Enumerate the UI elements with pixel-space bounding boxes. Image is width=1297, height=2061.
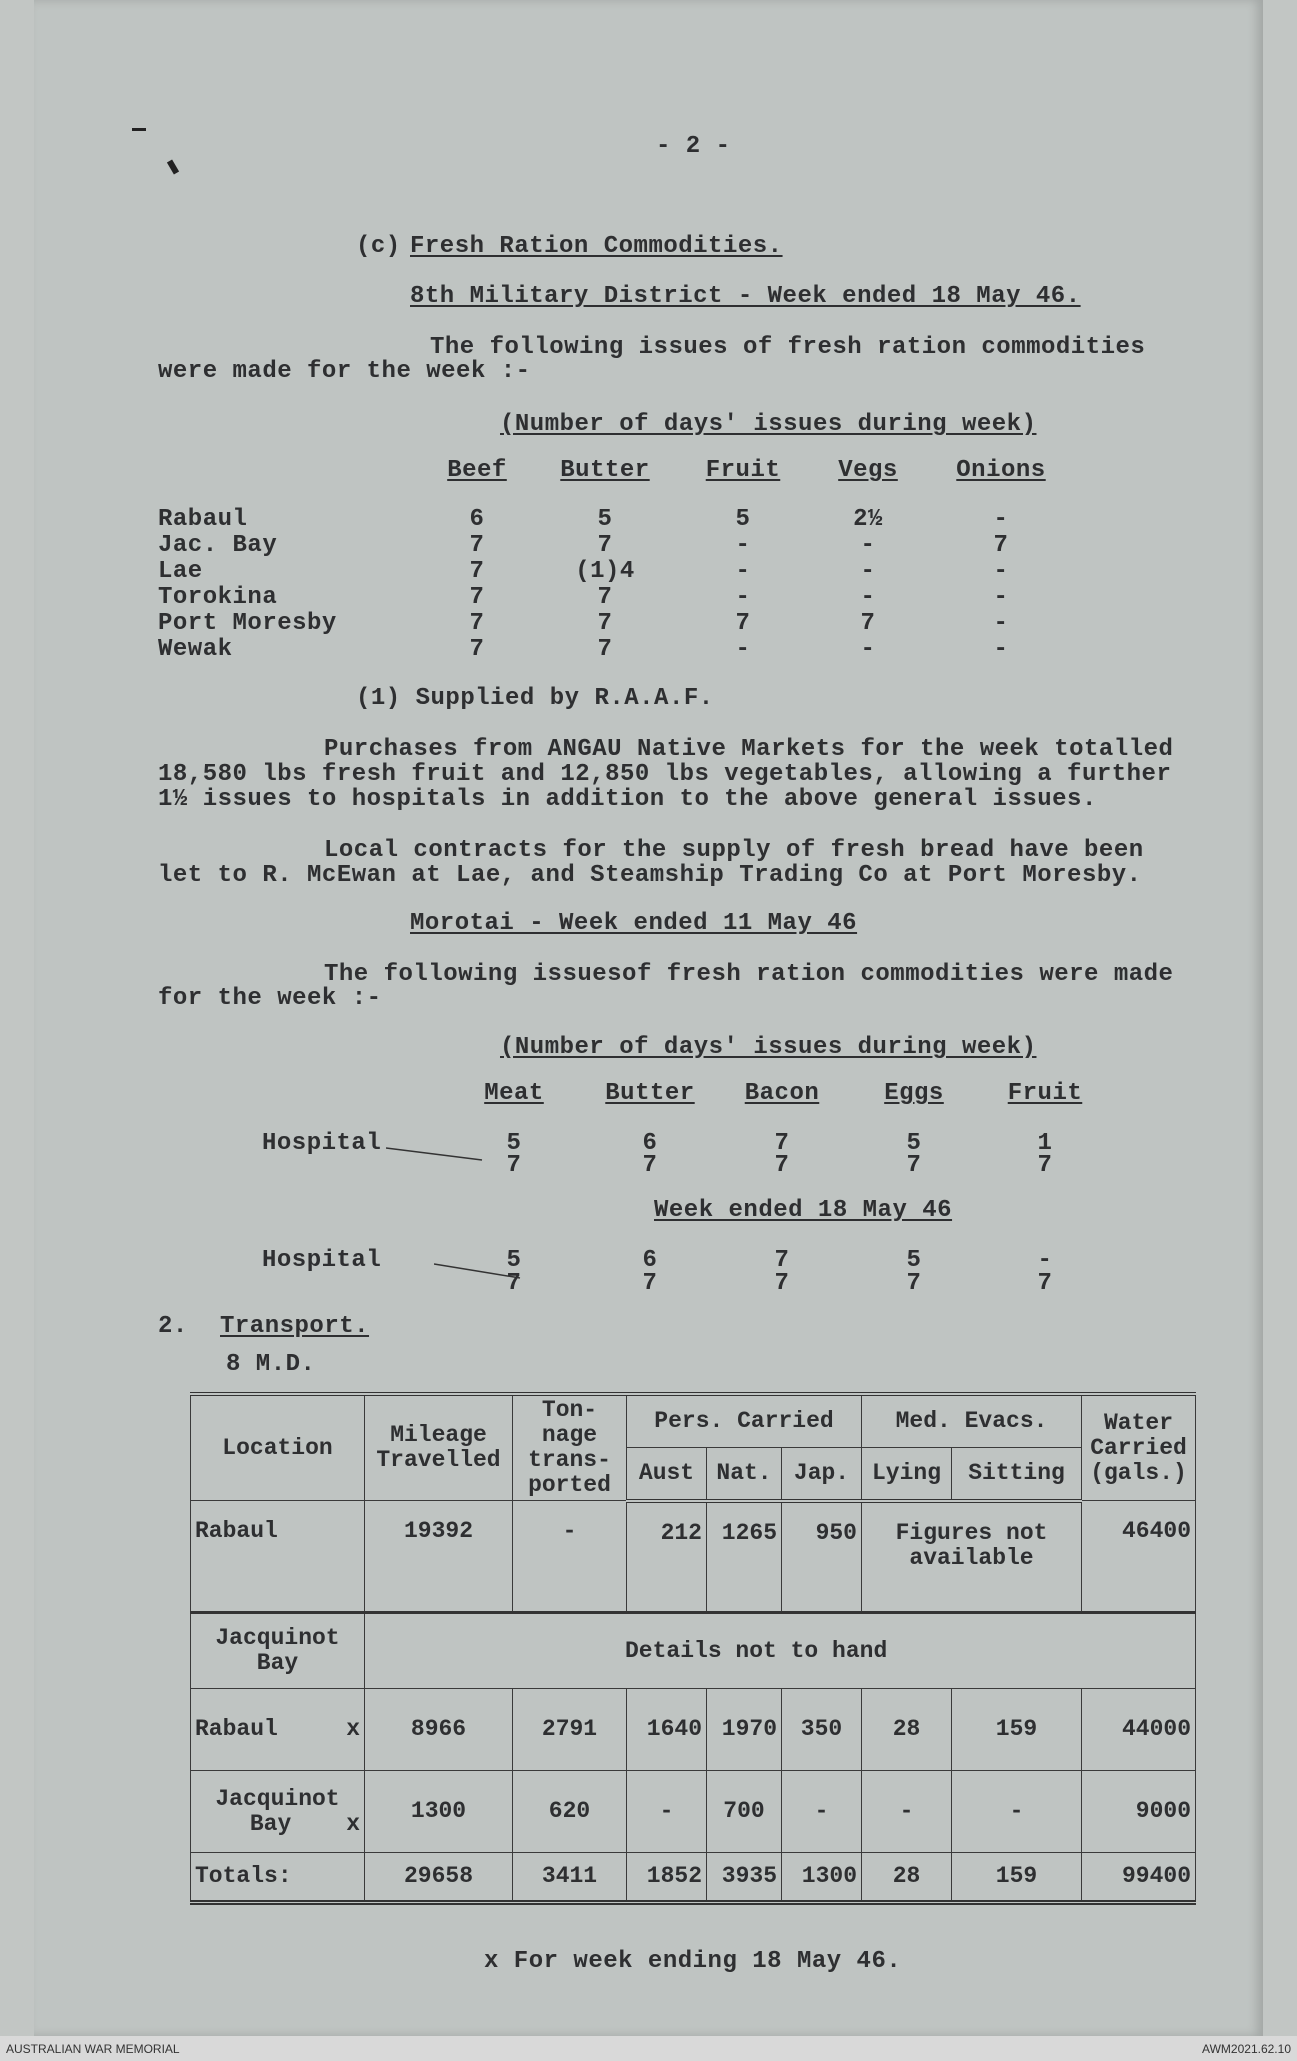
section-heading: Transport.	[220, 1313, 370, 1340]
table-cell: -	[993, 558, 1009, 585]
table-cell: 5	[906, 1247, 922, 1274]
table-cell: 5	[735, 506, 751, 533]
cell-location: Totals:	[191, 1853, 365, 1903]
paragraph-line: let to R. McEwan at Lae, and Steamship Trading Co at Port Moresby.	[158, 862, 1142, 889]
cell-sitting: -	[952, 1771, 1082, 1853]
table-row	[191, 1689, 1196, 1771]
cell-mileage: 8966	[365, 1689, 513, 1771]
table-cell: -	[735, 584, 751, 611]
location-label: Rabaul	[195, 1716, 278, 1742]
row-label: Port Moresby	[158, 610, 337, 637]
paragraph-line: 18,580 lbs fresh fruit and 12,850 lbs vegetables, allowing a further	[158, 761, 1172, 788]
table-cell: 7	[469, 584, 485, 611]
intro-text: The following issues of fresh ration commodities	[430, 334, 1146, 361]
table-cell: -	[1037, 1247, 1053, 1274]
cell-water: 9000	[1082, 1771, 1196, 1853]
table-cell: 7	[906, 1270, 922, 1297]
header-sitting: Sitting	[952, 1447, 1082, 1500]
table-cell: -	[993, 506, 1009, 533]
table-row	[191, 1771, 1196, 1853]
table-cell: 7	[860, 610, 876, 637]
table-cell: 6	[642, 1130, 658, 1157]
district-heading: 8th Military District - Week ended 18 May 46.	[410, 283, 1081, 310]
table-footnote: x For week ending 18 May 46.	[484, 1948, 902, 1975]
table-cell: 7	[774, 1247, 790, 1274]
archive-footer	[0, 2036, 1297, 2061]
table-cell: 7	[597, 532, 613, 559]
row-label: Torokina	[158, 584, 278, 611]
column-header: Beef	[447, 457, 507, 484]
cell-mileage: 29658	[365, 1853, 513, 1903]
header-location: Location	[191, 1394, 365, 1501]
header-water: Water Carried (gals.)	[1082, 1394, 1196, 1501]
table-cell: 7	[469, 558, 485, 585]
cell-nat: 3935	[707, 1853, 782, 1903]
section-number: 2.	[158, 1313, 188, 1340]
table-header-row	[191, 1394, 1196, 1447]
footnote-mark: x	[346, 1810, 360, 1837]
archive-name: AUSTRALIAN WAR MEMORIAL	[6, 2042, 180, 2056]
cell-location: Rabaul	[191, 1501, 365, 1613]
table-cell: 7	[597, 610, 613, 637]
cell-mileage: 1300	[365, 1771, 513, 1853]
table-cell: 5	[506, 1247, 522, 1274]
page-number: - 2 -	[656, 133, 731, 160]
cell-sitting: 159	[952, 1689, 1082, 1771]
table-cell: 5	[597, 506, 613, 533]
cell-nat: 700	[707, 1771, 782, 1853]
table-row	[191, 1613, 1196, 1689]
row-label: Lae	[158, 558, 203, 585]
table-cell: 7	[642, 1270, 658, 1297]
table-cell: 7	[1037, 1152, 1053, 1179]
edge-mark	[132, 128, 146, 131]
table-cell: 7	[774, 1270, 790, 1297]
cell-jap: -	[782, 1771, 862, 1853]
cell-mileage: 19392	[365, 1501, 513, 1613]
totals-row	[191, 1853, 1196, 1903]
table-cell: 5	[506, 1130, 522, 1157]
table-cell: -	[735, 558, 751, 585]
row-label: Wewak	[158, 636, 233, 663]
paragraph-line: Local contracts for the supply of fresh bread have been	[324, 837, 1144, 864]
table-cell: 7	[469, 636, 485, 663]
table-cell: 7	[506, 1270, 522, 1297]
table-cell: 7	[774, 1130, 790, 1157]
issues-subheading: (Number of days' issues during week)	[500, 411, 1037, 438]
week-heading: Week ended 18 May 46	[654, 1197, 953, 1224]
table-cell: -	[735, 532, 751, 559]
cell-location	[191, 1771, 365, 1853]
cell-tonnage: 2791	[513, 1689, 627, 1771]
cell-sitting: 159	[952, 1853, 1082, 1903]
column-header: Butter	[605, 1080, 695, 1107]
table-cell: 7	[906, 1152, 922, 1179]
table-cell: -	[860, 532, 876, 559]
table-cell: -	[735, 636, 751, 663]
archive-reference: AWM2021.62.10	[1202, 2042, 1291, 2056]
cell-tonnage: 620	[513, 1771, 627, 1853]
table-cell: 7	[642, 1152, 658, 1179]
morotai-heading: Morotai - Week ended 11 May 46	[410, 910, 858, 937]
document-page	[34, 0, 1263, 2036]
cell-jap: 950	[782, 1501, 862, 1613]
cell-aust: 1852	[627, 1853, 707, 1903]
cell-lying: 28	[862, 1689, 952, 1771]
table-cell: -	[993, 636, 1009, 663]
cell-jap: 1300	[782, 1853, 862, 1903]
table-cell: -	[993, 610, 1009, 637]
table-cell: -	[860, 558, 876, 585]
cell-aust: 212	[627, 1501, 707, 1613]
column-header: Fruit	[705, 457, 781, 484]
column-header: Meat	[484, 1080, 544, 1107]
row-label: Jac. Bay	[158, 532, 278, 559]
cell-med-note: Figures not available	[862, 1501, 1082, 1613]
paragraph-line: Purchases from ANGAU Native Markets for the week totalled	[324, 736, 1174, 763]
table-cell: 7	[597, 636, 613, 663]
paragraph-line: 1½ issues to hospitals in addition to the above general issues.	[158, 786, 1097, 813]
section-heading: Fresh Ration Commodities.	[410, 233, 783, 260]
transport-table	[190, 1392, 1196, 1905]
header-jap: Jap.	[782, 1447, 862, 1500]
column-header: Onions	[956, 457, 1046, 484]
table-cell: 7	[597, 584, 613, 611]
column-header: Bacon	[744, 1080, 820, 1107]
header-aust: Aust	[627, 1447, 707, 1500]
cell-tonnage: -	[513, 1501, 627, 1613]
paragraph-line: for the week :-	[158, 985, 382, 1012]
column-header: Butter	[560, 457, 650, 484]
column-header: Vegs	[838, 457, 898, 484]
header-pers-carried: Pers. Carried	[627, 1394, 862, 1447]
table-cell: -	[860, 636, 876, 663]
cell-tonnage: 3411	[513, 1853, 627, 1903]
table-cell: 7	[774, 1152, 790, 1179]
table-cell: 6	[642, 1247, 658, 1274]
edge-mark	[167, 159, 179, 174]
table-cell: 1	[1037, 1130, 1053, 1157]
table-cell: 7	[506, 1152, 522, 1179]
location-label: Jacquinot Bay	[215, 1785, 340, 1837]
cell-water: 44000	[1082, 1689, 1196, 1771]
intro-text: were made for the week :-	[158, 358, 531, 385]
cell-water: 99400	[1082, 1853, 1196, 1903]
cell-jap: 350	[782, 1689, 862, 1771]
paragraph-line: The following issuesof fresh ration commodities were made	[324, 961, 1174, 988]
cell-aust: 1640	[627, 1689, 707, 1771]
header-mileage: Mileage Travelled	[365, 1394, 513, 1501]
column-header: Eggs	[884, 1080, 944, 1107]
section-subheading: 8 M.D.	[226, 1351, 316, 1378]
header-nat: Nat.	[707, 1447, 782, 1500]
table-cell: -	[993, 584, 1009, 611]
table-cell: 7	[469, 610, 485, 637]
header-tonnage: Ton- nage trans- ported	[513, 1394, 627, 1501]
table-cell: -	[860, 584, 876, 611]
footnote-mark: x	[346, 1716, 360, 1742]
issues-subheading: (Number of days' issues during week)	[500, 1034, 1037, 1061]
table-cell: (1)4	[575, 558, 635, 585]
table-cell: 7	[993, 532, 1009, 559]
cell-lying: -	[862, 1771, 952, 1853]
cell-water: 46400	[1082, 1501, 1196, 1613]
table-cell: 2½	[853, 506, 883, 533]
row-label: Hospital	[262, 1247, 382, 1274]
section-label: (c)	[356, 233, 401, 260]
row-label: Hospital	[262, 1130, 382, 1157]
row-label: Rabaul	[158, 506, 248, 533]
footnote: (1) Supplied by R.A.A.F.	[356, 685, 714, 712]
cell-location: Jacquinot Bay	[191, 1613, 365, 1689]
table-cell: 7	[1037, 1270, 1053, 1297]
table-row	[191, 1501, 1196, 1613]
header-med-evacs: Med. Evacs.	[862, 1394, 1082, 1447]
header-lying: Lying	[862, 1447, 952, 1500]
cell-lying: 28	[862, 1853, 952, 1903]
table-cell: 5	[906, 1130, 922, 1157]
cell-note: Details not to hand	[365, 1613, 1196, 1689]
column-header: Fruit	[1007, 1080, 1083, 1107]
table-cell: 7	[735, 610, 751, 637]
cell-location	[191, 1689, 365, 1771]
cell-nat: 1265	[707, 1501, 782, 1613]
cell-aust: -	[627, 1771, 707, 1853]
table-cell: 6	[469, 506, 485, 533]
cell-nat: 1970	[707, 1689, 782, 1771]
table-cell: 7	[469, 532, 485, 559]
